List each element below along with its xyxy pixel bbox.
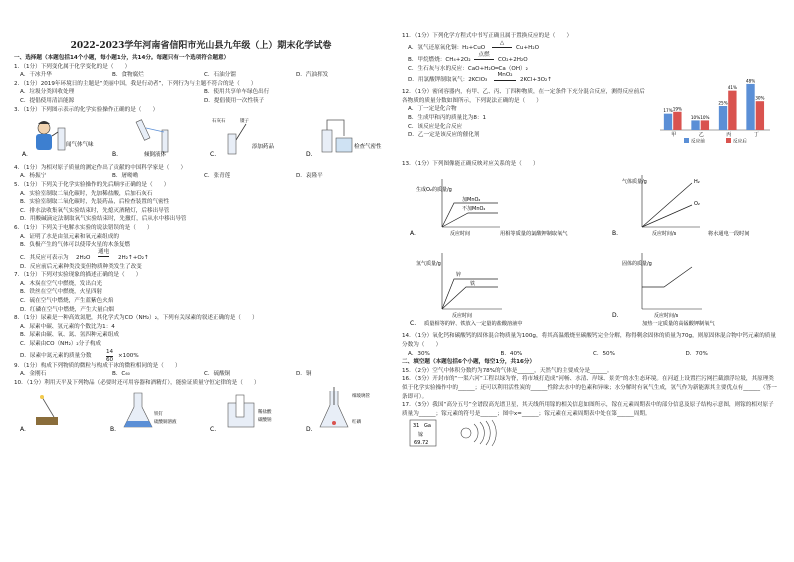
atomic-number: 31 — [413, 423, 420, 430]
graph-a — [410, 179, 568, 237]
option-d[interactable]: D．乙一定是该反应的催化剂 — [408, 132, 480, 139]
option-d-label[interactable]: D. — [306, 426, 313, 434]
bar-乙-反应前 — [691, 121, 699, 131]
tweezers-label: 镊子 — [240, 119, 249, 125]
option-a[interactable]: A．证明了水是由氢元素和氧元素组成的 — [20, 233, 119, 240]
option-c[interactable]: C．张青莲 — [204, 173, 231, 180]
question-9 — [14, 362, 388, 379]
add-reagent-illustration — [212, 117, 249, 154]
graph-b — [612, 175, 750, 237]
question-stem: 11．（1分）下列化学方程式中书写正确且属于置换反应的是（ ） — [402, 33, 573, 39]
options — [14, 88, 388, 105]
smell-gas-illustration — [36, 121, 65, 150]
question-8 — [14, 314, 388, 361]
atomic-mass: 69.72 — [414, 440, 429, 447]
y-axis-label: 气体质量/g — [622, 178, 647, 185]
option-d[interactable]: D．反应前后元素种类没变但物质种类发生了改变 — [20, 263, 142, 270]
option-c[interactable]: C．硫在空气中燃烧，产生蓝紫色火焰 — [20, 298, 114, 305]
option-a[interactable]: A．干冰升华 — [20, 72, 52, 79]
category-label: 甲 — [671, 132, 677, 139]
right-column — [402, 6, 778, 452]
category-label: 丁 — [753, 132, 759, 139]
option-b[interactable]: B．40% — [500, 350, 523, 357]
question-stem: 14．（1分）氧化钙和碳酸钙的固体混合物质量为100g，将其高温煅烧至碳酸钙完全分解，称得剩余固体的质量为70g，则原固体混合物中钙元素的质量分数为（ ） — [402, 333, 776, 348]
option-c[interactable]: C．该反应是化合反应 — [408, 123, 463, 130]
x-axis-label: 反应时间/s — [654, 312, 679, 319]
option-a[interactable]: A．丁一定是化合物 — [408, 106, 457, 113]
option-d[interactable]: D．用酸碱滴定法制取氧气实验结束时，先撤灯，后从水中移出导管 — [20, 216, 187, 223]
option-b[interactable]: B．尿素由碳、氧、氮、氢四种元素组成 — [20, 332, 119, 339]
hydrogen-line — [642, 183, 692, 227]
exam-title: 2022-2023学年河南省信阳市光山县九年级（上）期末化学试卷 — [70, 41, 332, 51]
question-stem: 8．（1分）尿素是一种高效氮肥，其化学式为CO（NH₂）₂，下列有关尿素的叙述正确的是（ ） — [14, 315, 258, 322]
sodium-carbonate-label: 碳酸钠 — [258, 418, 272, 424]
option-d-text: D．用氯酸钾制取氧气：2KClO₃ — [408, 77, 488, 84]
option-a[interactable]: A．杨振宁 — [20, 173, 47, 180]
y-axis-label: 氢气质量/g — [416, 260, 441, 267]
bar-乙-反应后 — [701, 121, 709, 131]
oxygen-line — [642, 205, 692, 227]
x-axis-label: 反应时间/s — [652, 230, 677, 237]
bar-甲-反应后 — [673, 112, 681, 130]
question-stem: 4．（1分）为相对原子质量的测定作出了贡献的中国科学家是（ ） — [14, 164, 187, 171]
option-a-label[interactable]: A. — [410, 229, 416, 237]
red-phosphorus-label: 红磷 — [352, 420, 361, 426]
section-2-heading: 二、填空题（本题包括6个小题，每空1分，共16分） — [402, 359, 536, 366]
question-2 — [14, 80, 388, 106]
limestone-label: 石灰石 — [212, 119, 226, 125]
bar-value-label: 41% — [727, 85, 738, 91]
fraction-tail: ×100% — [118, 352, 139, 359]
option-b[interactable]: B．实验室制取二氧化碳时，先装药品，后检查装置的气密性 — [20, 199, 170, 206]
option-c[interactable]: C．排水法收集氧气实验结束时，先熄灭酒精灯，后移出导管 — [20, 207, 170, 214]
option-a[interactable]: A．实验室制取二氧化碳时，先加稀盐酸，后加石灰石 — [20, 190, 153, 197]
curve-label: 加MnO₂ — [462, 196, 481, 203]
bar-丙-反应前 — [719, 106, 727, 130]
question-stem: 5．（1分）下列关于化学实验操作的先后顺序正确的是（ ） — [14, 181, 170, 188]
bar-丁-反应前 — [746, 84, 754, 130]
option-a[interactable]: A．尿素中碳、氢元素的个数比为1：4 — [20, 323, 115, 330]
option-a-text: A．氢气还原氧化铜：H₂+CuO — [408, 44, 486, 51]
gas-tightness-illustration — [322, 120, 352, 152]
x-axis-label: 反应时间 — [452, 312, 473, 319]
option-b[interactable]: B．使用共享单车绿色出行 — [204, 89, 270, 96]
oxygen-label: O₂ — [694, 200, 700, 207]
question-14 — [402, 332, 778, 358]
option-d-caption: 加热一定质量的高锰酸钾制氧气 — [642, 320, 715, 327]
option-b[interactable]: B．生成甲和丙的质量比为8：1 — [408, 114, 487, 121]
question-stem: 1．（1分）下列变化属于化学变化的是（ ） — [14, 63, 131, 70]
option-b[interactable]: B．负极产生的气体可以使带火星的木条复燃 — [20, 242, 131, 249]
option-a-caption: 闻气体气味 — [66, 142, 94, 149]
red-phosphorus-flask-illustration — [320, 387, 370, 427]
y-axis-label: 固体的质量/g — [622, 260, 652, 267]
options — [14, 71, 388, 80]
option-b[interactable]: B．屠呦呦 — [112, 173, 139, 180]
solid-mass-curve — [642, 267, 692, 287]
q3-figures — [14, 114, 388, 160]
equation-products: Cu+H₂O — [516, 44, 539, 51]
question-1 — [14, 63, 388, 80]
bar-value-label: 19% — [672, 106, 683, 112]
bar-value-label: 25% — [718, 100, 728, 106]
question-16[interactable]: 16．（3分）开封市的“一渠六河”工程以绿为脊，将市域打造成“河畅、水清、岸绿、景美”的水生态环境。在河道上设置拦污网拦截漂浮垃圾，其原理类似于化学实验操作中的______；还可以利用活性炭的______性除去水中的色素和异味；水分解时有氧气生成，氢气作为新能源其主要优点有______（答一条即可）。 — [402, 376, 777, 400]
atom-structure-diagram — [461, 420, 496, 446]
element-symbol: Ga — [424, 423, 431, 430]
option-c-caption: 质量相等的锌、铁放入一定量的盐酸溶液中 — [424, 320, 523, 327]
question-stem: 10．（1分）利用天平及下列物品（必要时还可用容器和酒精灯），能验证质量守恒定律的是（ ） — [14, 379, 260, 386]
option-d-label[interactable]: D. — [306, 151, 313, 159]
option-c-label[interactable]: C. — [210, 151, 217, 159]
mass-fraction-bar-chart — [654, 76, 774, 146]
category-label: 丙 — [726, 132, 732, 139]
question-7 — [14, 271, 388, 314]
option-a[interactable]: A．30% — [408, 350, 430, 357]
equation-condition: 点燃 — [474, 51, 494, 61]
section-1-heading: 一、选择题（本题包括14个小题，每小题1分，共14分。每题只有一个选项符合题意） — [14, 55, 230, 61]
option-b-label[interactable]: B. — [112, 151, 119, 159]
question-13 — [402, 160, 778, 332]
option-d-label[interactable]: D. — [612, 311, 619, 319]
option-d[interactable] — [14, 349, 388, 362]
iron-label: 铁 — [470, 280, 476, 287]
bar-丙-反应后 — [728, 91, 736, 130]
graph-c — [410, 253, 523, 327]
q13-graphs — [402, 169, 778, 329]
option-b-text: B．甲烷燃烧：CH₄+2O₂ — [408, 56, 471, 63]
option-d-caption: 检查气密性 — [354, 144, 382, 151]
fraction-denominator: 60 — [106, 356, 114, 363]
option-d[interactable]: D．汽油挥发 — [296, 72, 329, 79]
question-stem: 7．（1分）下列对实验现象的描述正确的是（ ） — [14, 272, 142, 279]
question-6 — [14, 224, 388, 271]
glass-tube-label: 细玻璃管 — [352, 394, 370, 400]
equation-reactant: 2H₂O — [76, 254, 91, 261]
option-c-label[interactable]: C. — [210, 426, 217, 434]
option-b[interactable]: B．C₆₀ — [112, 371, 130, 378]
iron-nail-flask-illustration — [124, 393, 177, 427]
option-c[interactable]: C．50% — [593, 350, 615, 357]
question-17[interactable]: 17．（3分）我国“高分五号”全谱段高光谱卫星，其天线所用镓的相关信息如图所示，镓在元素周期表中的部分信息及原子结构示意图，则镓的相对原子质量为______；镓元素的符号是______；图中x=______；镓元素在元素周期表中处在第______周期。 — [402, 402, 774, 417]
equation-products: 2KCl+3O₂↑ — [520, 77, 552, 84]
legend-label: 反应前 — [691, 139, 705, 145]
copper-sulfate-label: 硫酸铜溶液 — [154, 420, 177, 426]
bar-甲-反应前 — [664, 114, 672, 130]
options — [402, 350, 778, 359]
q10-figures — [14, 387, 388, 435]
option-d[interactable]: D．提倡使用一次性筷子 — [204, 97, 265, 104]
equation-catalyst: MnO₂ — [494, 71, 516, 81]
options — [14, 370, 388, 379]
bar-value-label: 17% — [663, 108, 673, 114]
option-d[interactable]: D．铜 — [296, 371, 312, 378]
option-c[interactable]: C．硫酸铜 — [204, 371, 231, 378]
option-c[interactable]: C．石油分馏 — [204, 72, 236, 79]
option-a-label[interactable]: A. — [22, 151, 28, 159]
option-b[interactable]: B．铁丝在空气中燃烧，火星四射 — [20, 289, 103, 296]
pour-liquid-illustration — [136, 120, 168, 152]
option-b[interactable]: B．食物腐烂 — [112, 72, 144, 79]
element-name: 镓 — [418, 432, 424, 439]
option-a-caption: 用相等质量的氯酸钾制取氧气 — [500, 230, 568, 237]
curve-without-mno2 — [442, 213, 498, 227]
iron-curve — [442, 287, 498, 309]
y-axis-label: 生成O₂的质量/g — [416, 186, 452, 193]
option-b-caption: 倾倒液体 — [144, 152, 167, 159]
question-4 — [14, 164, 388, 181]
option-d[interactable]: D．70% — [685, 350, 708, 357]
equation-products: 2H₂↑+O₂↑ — [118, 254, 149, 261]
legend-label: 反应后 — [733, 139, 747, 145]
left-column — [14, 6, 388, 439]
equation-condition: 通电 — [98, 248, 109, 258]
option-b[interactable] — [402, 53, 778, 65]
curve-label: 不加MnO₂ — [462, 205, 486, 212]
gallium-figure — [402, 418, 582, 448]
category-label: 乙 — [698, 132, 704, 139]
question-stem: 9．（1分）构成下列物质的微粒与构成干冰的微粒相同的是（ ） — [14, 362, 181, 369]
equation-condition: △ — [492, 39, 512, 49]
question-stem: 6．（1分）下列关于电解水实验的说法错误的是（ ） — [14, 224, 153, 231]
option-a-label[interactable]: A. — [20, 426, 26, 434]
question-3 — [14, 106, 388, 164]
question-5 — [14, 181, 388, 224]
bar-丁-反应后 — [756, 101, 764, 130]
option-b-label[interactable]: B. — [612, 229, 619, 237]
option-c[interactable]: C．生石灰与水的反应：CaO+H₂O═Ca（OH）₂ — [408, 65, 528, 72]
question-stem: 13．（1分）下列图像能正确反映对应关系的是（ ） — [402, 161, 539, 168]
zinc-label: 锌 — [456, 271, 462, 278]
legend-swatch — [726, 138, 731, 143]
equation-products: CO₂+2H₂O — [498, 56, 528, 63]
hydrogen-label: H₂ — [694, 178, 700, 185]
hydrochloric-acid-label: 稀盐酸 — [258, 410, 272, 416]
option-a[interactable]: A．金刚石 — [20, 371, 47, 378]
legend-swatch — [684, 138, 689, 143]
option-c-caption: 添加药品 — [252, 144, 275, 151]
bar-value-label: 30% — [755, 95, 765, 101]
question-stem: 2．（1分）2019年环境日的主题是“美丽中国，我是行动者”，下列行为与主题不符合的是（ ） — [14, 80, 257, 87]
question-10 — [14, 379, 388, 439]
question-15[interactable]: 15．（2分）空气中体积分数约为78%的气体是______，天然气的主要成分是______。 — [402, 367, 613, 374]
question-stem: 12．（1分）密闭容器内，有甲、乙、丙、丁四种物质，在一定条件下充分混合反应，测得反应前后各物质的质量分数如图所示，下列说法正确的是（ ） — [402, 89, 645, 104]
option-d-text: D．尿素中氮元素的质量分数 — [20, 352, 92, 359]
option-c-text: C．其反应可表示为 — [20, 254, 69, 261]
option-a[interactable]: A．木炭在空气中燃烧，发出白光 — [20, 280, 103, 287]
option-a[interactable]: A．垃圾分类回收处理 — [20, 89, 75, 96]
option-a[interactable] — [402, 41, 778, 53]
option-b-caption: 将水通电一段时间 — [708, 230, 750, 237]
graph-d — [612, 253, 715, 327]
x-axis-label: 反应时间 — [450, 230, 471, 237]
option-d[interactable]: D．红磷在空气中燃烧，产生大量白烟 — [20, 306, 114, 313]
magnesium-burning-illustration — [36, 395, 58, 425]
option-c[interactable]: C．尿素由CO（NH₂）₂分子构成 — [20, 341, 102, 348]
beaker-illustration — [228, 395, 272, 427]
options — [14, 172, 388, 181]
option-b-label[interactable]: B. — [110, 426, 117, 434]
option-c[interactable] — [14, 250, 388, 263]
question-stem: 3．（1分）下列图示表示的化学实验操作正确的是（ ） — [14, 106, 159, 113]
bar-value-label: 48% — [745, 78, 756, 84]
fraction-numerator: 14 — [106, 348, 113, 358]
option-d[interactable]: D．袁隆平 — [296, 173, 323, 180]
option-c-label[interactable]: C. — [410, 319, 417, 327]
bar-value-label: 10% — [700, 115, 710, 121]
option-c[interactable]: C．提倡使用清洁能源 — [20, 97, 75, 104]
bar-value-label: 10% — [690, 115, 701, 121]
iron-nail-label: 铁钉 — [154, 412, 163, 418]
